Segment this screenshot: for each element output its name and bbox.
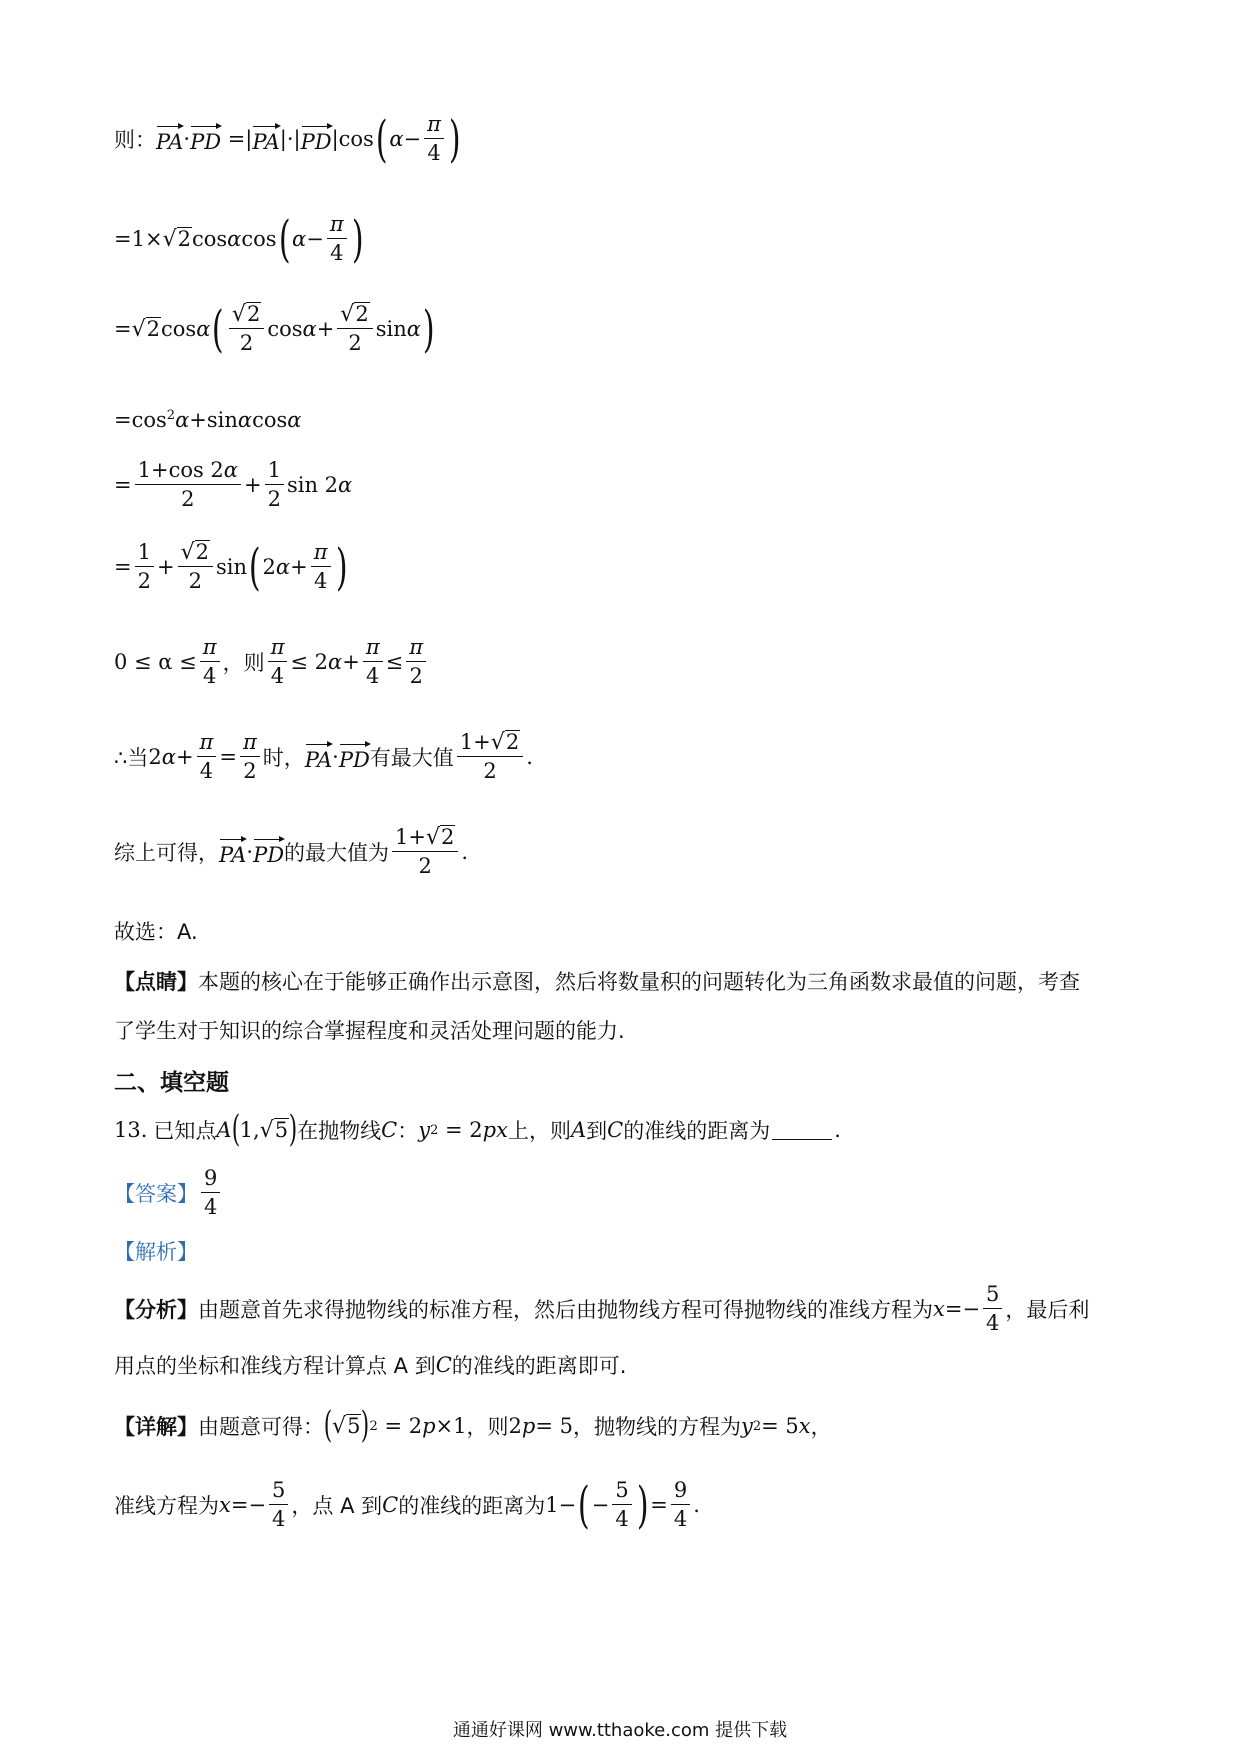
derivation-line-1: 则： PA · PD =| PA |·| PD |cos ( α − $\frac{\pi}{4}$ ) xyxy=(114,109,461,168)
range-line: 0 ≤ α ≤ $\frac{\pi}{4}$ ，则 $\frac{\pi}{4}$ ≤ 2 α + $\frac{\pi}{4}$ ≤ $\frac{\pi}{2}$ xyxy=(114,635,429,688)
vector-pa: PA xyxy=(156,124,183,154)
choice-line: 故选：A. xyxy=(114,920,198,944)
answer-blank xyxy=(772,1121,832,1140)
answer-line: 【答案】 $\frac{9}{4}$ xyxy=(114,1166,223,1219)
analysis-label: 【解析】 xyxy=(114,1240,198,1264)
vector-pd: PD xyxy=(190,124,221,154)
derivation-line-2: =1× √ 2 cos α cos ( α − $\frac{\pi}{4}$ ) xyxy=(114,209,364,268)
derivation-line-5: = $\frac{1+\cos 2\alpha}{2}$ + $\frac{1}{2}$ sin 2 α xyxy=(114,458,353,512)
max-line: ∴当 2 α + $\frac{\pi}{4}$ = $\frac{\pi}{2}$ 时， PA · PD 有最大值 1+ √ 2 2 . xyxy=(114,730,533,784)
section-heading: 二、填空题 xyxy=(114,1070,229,1096)
comment-line-2: 了学生对于知识的综合掌握程度和灵活处理问题的能力. xyxy=(114,1019,625,1043)
xiangjie-line-2: 准线方程为 x =− $\frac{5}{4}$ ，点 A 到 C 的准线的距离为 1− ( − $\frac{5}{4}$ ) = $\frac{9}{4}$ . xyxy=(114,1475,700,1534)
conclusion-line: 综上可得， PA · PD 的最大值为 1+ √ 2 2 . xyxy=(114,825,469,879)
derivation-line-6: = $\frac{1}{2}$ + √ 2 2 sin ( 2 α + $\frac{\pi}{4}$ ) xyxy=(114,537,348,596)
xiangjie-line-1: 【详解】 由题意可得： ( √ 5 ) 2 = 2 p ×1 ，则 2 p = 5 ，抛物线的方程为 y 2 = 5 x ， xyxy=(114,1405,832,1446)
footer-source: 通通好课网 www.tthaoke.com 提供下载 xyxy=(452,1720,788,1741)
derivation-line-4: $=\cos^2$ α +sin α cos α xyxy=(114,408,302,432)
derivation-line-3: = √ 2 cos α ( √ 2 2 cos α + √ 2 2 sin α ) xyxy=(114,299,435,358)
comment-line-1: 【点睛】 本题的核心在于能够正确作出示意图，然后将数量积的问题转化为三角函数求最值的问题，考查 xyxy=(114,970,1080,994)
question-13: 13. 已知点 A ( 1, √ 5 ) 在抛物线 C ： y 2 = 2 px 上，则 A 到 C 的准线的距离为 . xyxy=(114,1109,841,1150)
fenxi-line-1: 【分析】 由题意首先求得抛物线的标准方程，然后由抛物线方程可得抛物线的准线方程为 x =− $\frac{5}{4}$ ，最后利 xyxy=(114,1282,1090,1336)
fenxi-line-2: 用点的坐标和准线方程计算点 A 到 C 的准线的距离即可. xyxy=(114,1353,627,1378)
